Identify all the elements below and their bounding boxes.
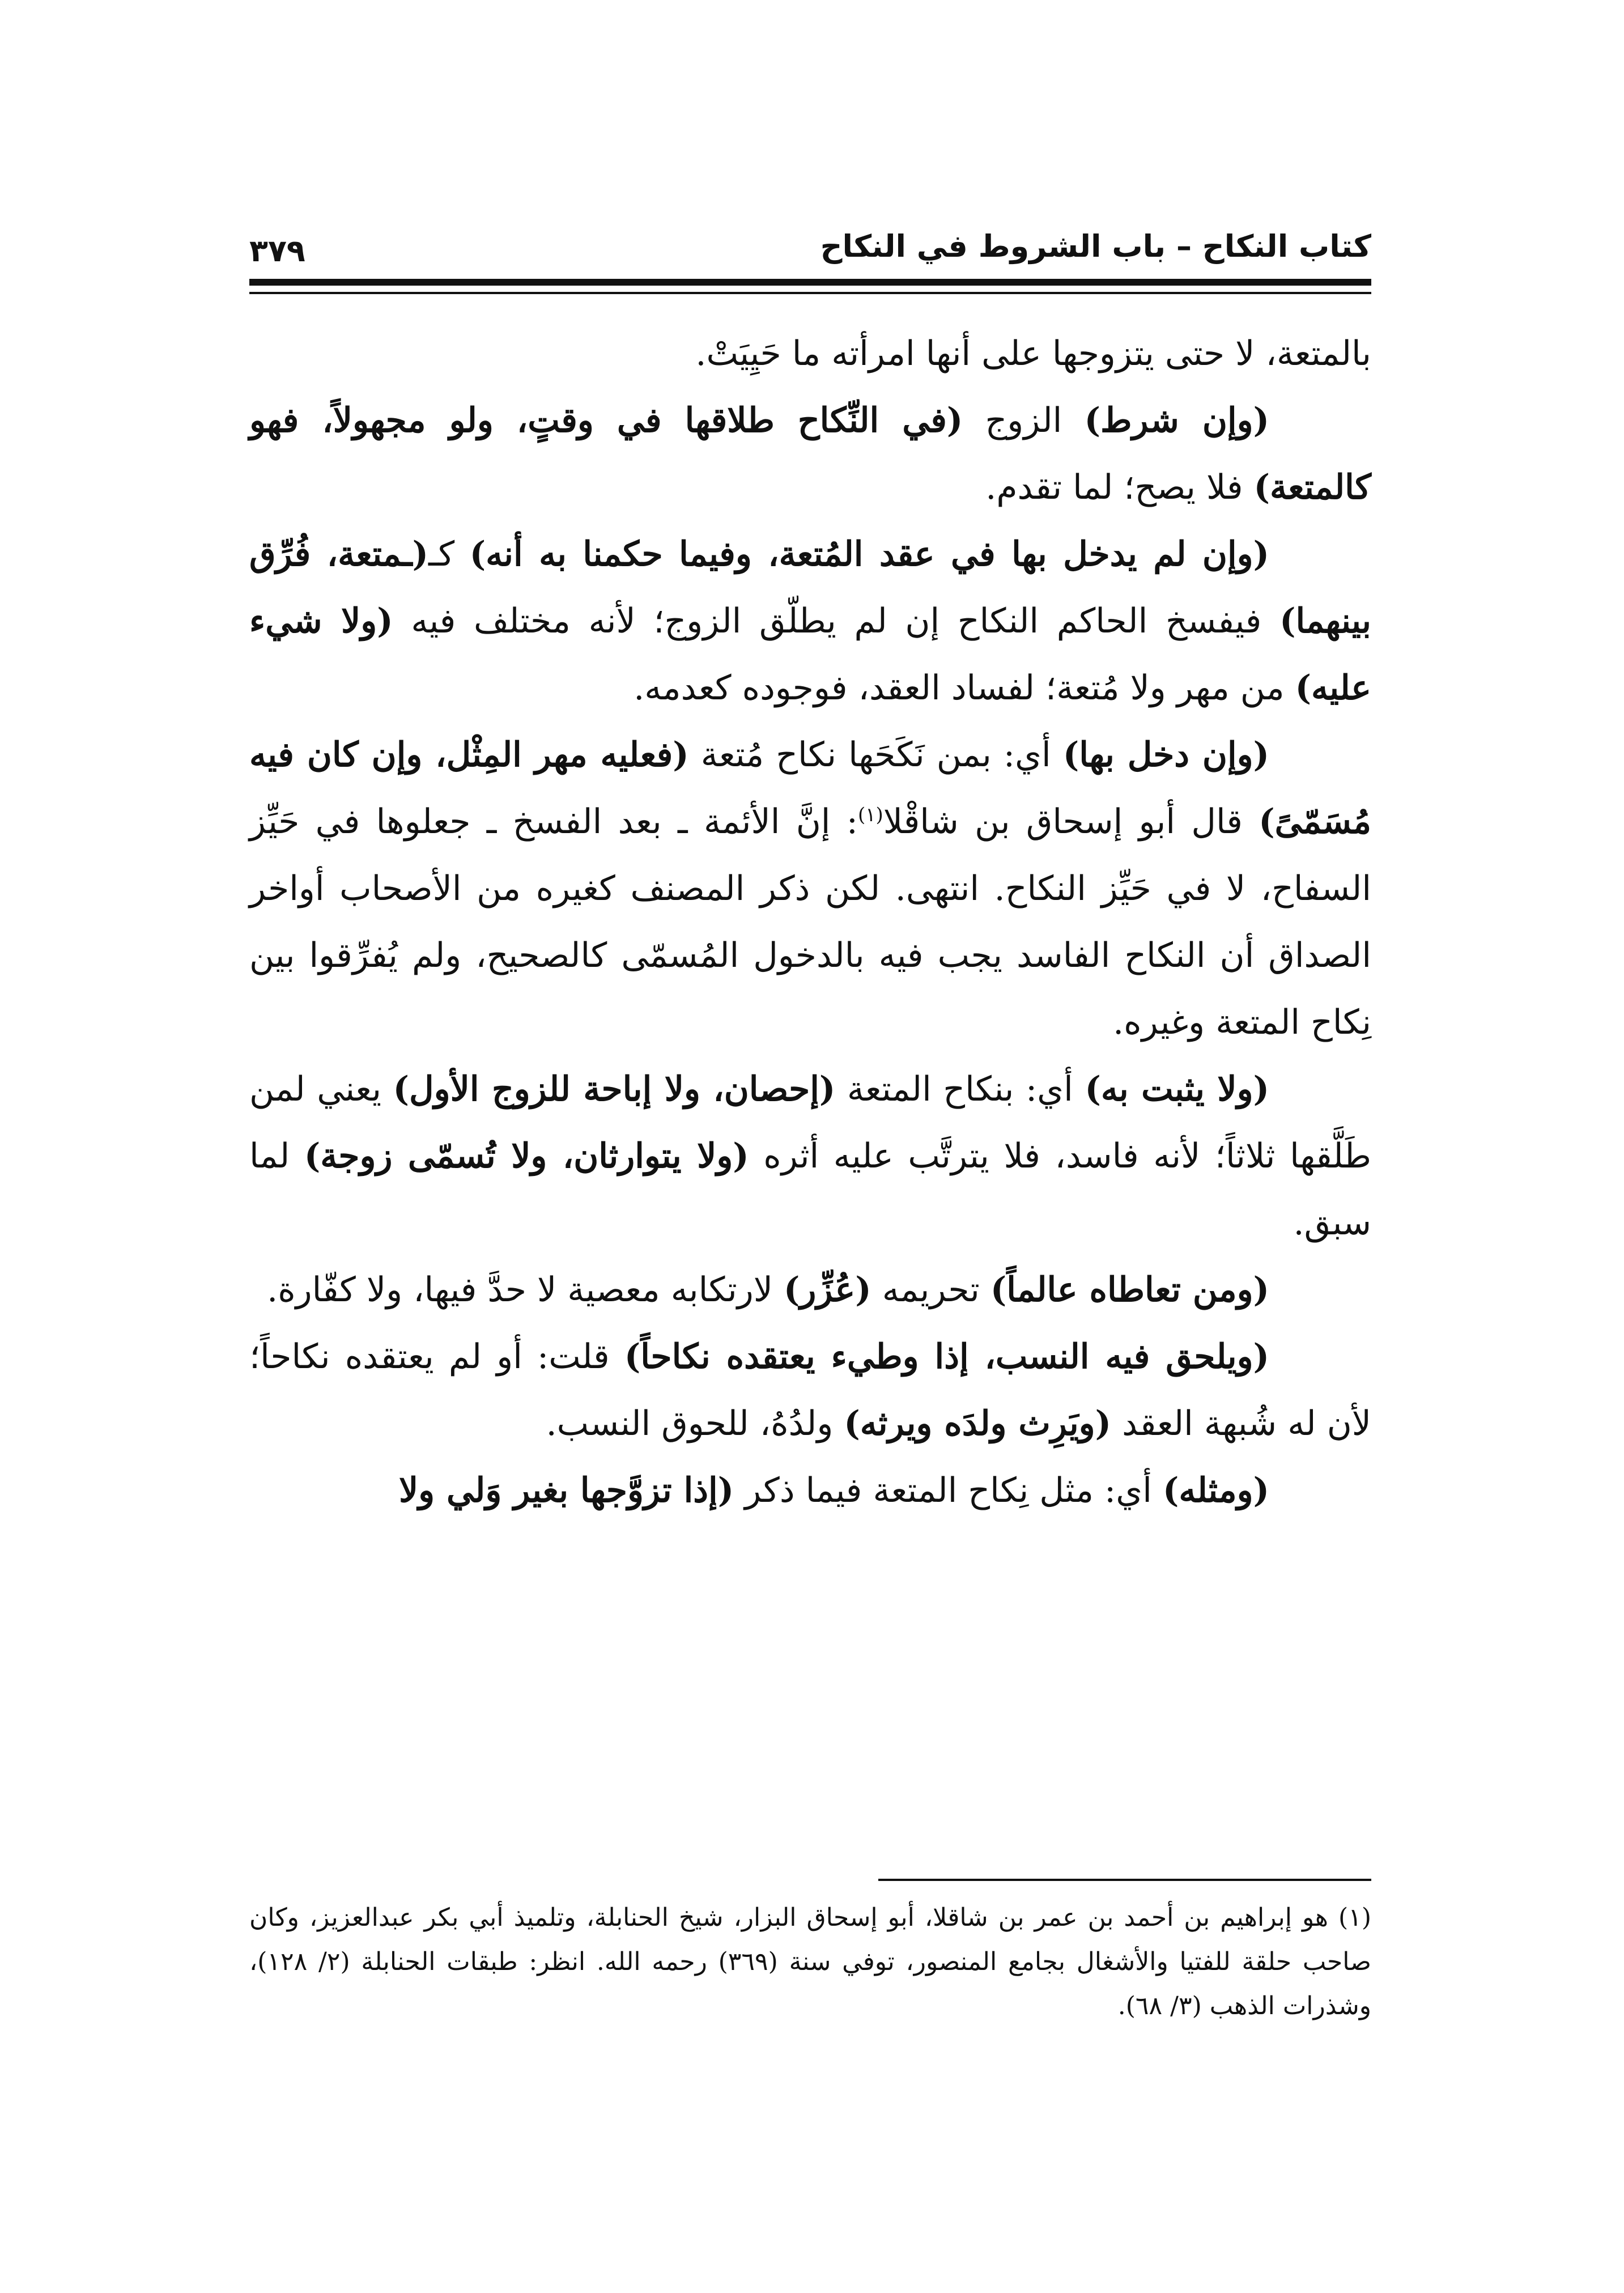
commentary-text: : إنَّ الأئمة ـ بعد الفسخ ـ جعلوها في حَيِّز السفاح، لا في حَيِّز النكاح. انتهى. لكن ذكر المصنف كغيره من الأصحاب أواخر الصداق أن النكاح الفاسد يجب فيه بالدخول المُسمّى كالصحيح، ولم يُفرِّقوا بين نِكاح المتعة وغيره. bbox=[249, 802, 1371, 1042]
commentary-text: فلا يصح؛ لما تقدم. bbox=[985, 468, 1254, 507]
commentary-text: من مهر ولا مُتعة؛ لفساد العقد، فوجوده كعدمه. bbox=[634, 668, 1295, 708]
footnote-separator bbox=[878, 1879, 1371, 1881]
matn-text: (فعليه مهر المِثْل، وإن كان فيه مُسَمّىً) bbox=[249, 735, 1371, 842]
header-rule-thin bbox=[249, 292, 1371, 294]
footnote bbox=[249, 1896, 1371, 2028]
matn-text: (ويلحق فيه النسب، إذا وطيء يعتقده نكاحاً) bbox=[624, 1337, 1269, 1377]
paragraph-7 bbox=[249, 1323, 1371, 1457]
footnote-reference: (١) bbox=[857, 804, 883, 826]
footnote-1: (١) هو إبراهيم بن أحمد بن عمر بن شاقلا، أبو إسحاق البزار، شيخ الحنابلة، وتلميذ أبي بكر عبدالعزيز، وكان صاحب حلقة للفتيا والأشغال بجامع المنصور، توفي سنة (٣٦٩) رحمه الله. انظر: طبقات الحنابلة (٢/ ١٢٨)، وشذرات الذهب (٣/ ٦٨). bbox=[249, 1903, 1372, 2020]
matn-text: (ولا يثبت به) bbox=[1085, 1069, 1269, 1109]
paragraph-5 bbox=[249, 1056, 1371, 1256]
commentary-text: تحريمه bbox=[871, 1270, 990, 1310]
commentary-text: قلت: أو لم يعتقده نكاحاً؛ لأن له شُبهة العقد bbox=[249, 1337, 1371, 1443]
matn-text: (ومن تعاطاه عالماً) bbox=[990, 1270, 1269, 1310]
paragraph-2 bbox=[249, 387, 1371, 521]
commentary-text: قال أبو إسحاق بن شاقْلا bbox=[883, 802, 1259, 842]
header-rule-thick bbox=[249, 279, 1371, 286]
matn-text: (وإن شرط) bbox=[1084, 401, 1270, 440]
paragraph-6 bbox=[249, 1256, 1371, 1323]
header-title: كتاب النكاح – باب الشروط في النكاح bbox=[820, 228, 1371, 264]
commentary-text: لارتكابه معصية لا حدَّ فيها، ولا كفّارة. bbox=[267, 1270, 784, 1310]
commentary-text: فيفسخ الحاكم النكاح إن لم يطلّق الزوج؛ لأنه مختلف فيه bbox=[393, 601, 1280, 641]
paragraph-8 bbox=[249, 1457, 1371, 1524]
matn-text: (إذا تزوَّجها بغير وَلي ولا bbox=[398, 1471, 734, 1510]
matn-text: (وإن لم يدخل بها في عقد المُتعة، وفيما حكمنا به أنه) bbox=[469, 534, 1269, 574]
commentary-text: أي: بمن نَكَحَها نكاح مُتعة bbox=[688, 735, 1063, 775]
page-number: ٣٧٩ bbox=[249, 233, 305, 269]
commentary-text: ولدُهُ، للحوق النسب. bbox=[546, 1404, 844, 1443]
main-text bbox=[249, 320, 1371, 1524]
paragraph-4 bbox=[249, 721, 1371, 1056]
matn-text: (في النِّكاح طلاقها في وقتٍ، ولو مجهولاً، فهو كالمتعة) bbox=[249, 401, 1371, 507]
commentary-text: أي: مثل نِكاح المتعة فيما ذكر bbox=[734, 1471, 1163, 1510]
matn-text: (ولا يتوارثان، ولا تُسمّى زوجة) bbox=[304, 1136, 749, 1176]
commentary-text: الزوج bbox=[963, 401, 1085, 440]
matn-text: (ولا شيء عليه) bbox=[249, 601, 1371, 708]
paragraph-1 bbox=[249, 320, 1371, 387]
commentary-text: أي: بنكاح المتعة bbox=[835, 1069, 1085, 1109]
running-header bbox=[249, 224, 1371, 269]
matn-text: (عُزِّر) bbox=[784, 1270, 871, 1310]
matn-text: (ويَرِث ولدَه ويرثه) bbox=[844, 1404, 1112, 1443]
commentary-text: كـ bbox=[428, 534, 470, 574]
commentary-text: يعني لمن طَلَّقها ثلاثاً؛ لأنه فاسد، فلا يترتَّب عليه أثره bbox=[249, 1069, 1372, 1176]
matn-text: (إحصان، ولا إباحة للزوج الأول) bbox=[393, 1069, 836, 1109]
paragraph-1-text: بالمتعة، لا حتى يتزوجها على أنها امرأته ما حَيِيَتْ. bbox=[695, 334, 1371, 373]
matn-text: (وإن دخل بها) bbox=[1062, 735, 1270, 775]
matn-text: (ومثله) bbox=[1162, 1471, 1269, 1510]
matn-text: (ـمتعة، فُرِّق بينهما) bbox=[249, 534, 1371, 641]
paragraph-3 bbox=[249, 521, 1371, 721]
commentary-text: لما سبق. bbox=[249, 1136, 1371, 1243]
